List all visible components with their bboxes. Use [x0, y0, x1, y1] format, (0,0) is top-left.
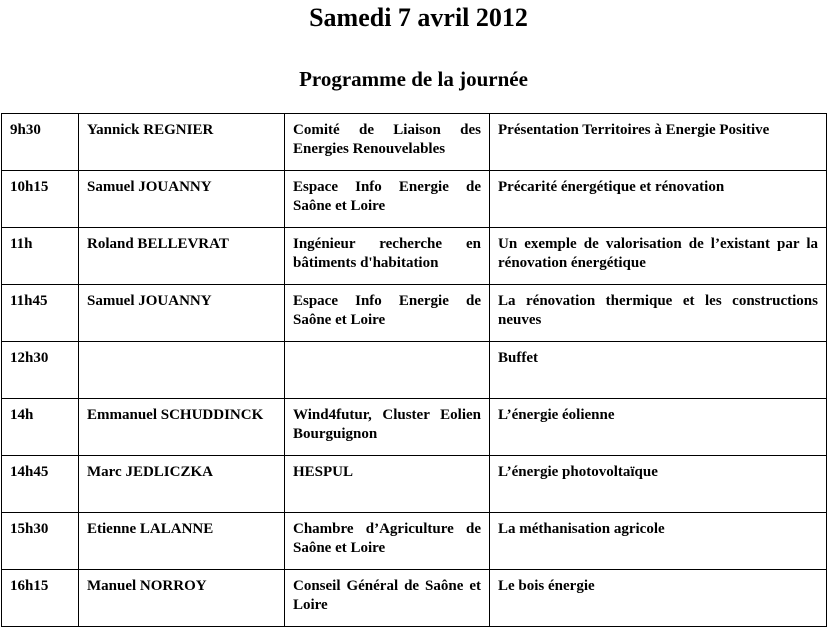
organization-cell: Espace Info Energie de Saône et Loire [285, 285, 490, 342]
time-cell: 14h45 [2, 456, 79, 513]
time-cell: 11h [2, 228, 79, 285]
organization-cell: Conseil Général de Saône et Loire [285, 570, 490, 627]
organization-cell: HESPUL [285, 456, 490, 513]
time-cell: 10h15 [2, 171, 79, 228]
time-cell: 14h [2, 399, 79, 456]
table-row [2, 342, 827, 399]
speaker-cell: Samuel JOUANNY [79, 171, 285, 228]
table-row [2, 456, 827, 513]
speaker-cell: Roland BELLEVRAT [79, 228, 285, 285]
speaker-cell: Etienne LALANNE [79, 513, 285, 570]
organization-cell: Ingénieur recherche en bâtiments d'habitation [285, 228, 490, 285]
topic-cell: L’énergie photovoltaïque [490, 456, 827, 513]
topic-cell: Présentation Territoires à Energie Positive [490, 114, 827, 171]
topic-cell: Buffet [490, 342, 827, 399]
table-row [2, 228, 827, 285]
table-row [2, 399, 827, 456]
speaker-cell: Manuel NORROY [79, 570, 285, 627]
time-cell: 12h30 [2, 342, 79, 399]
topic-cell: Le bois énergie [490, 570, 827, 627]
table-row [2, 171, 827, 228]
organization-cell: Espace Info Energie de Saône et Loire [285, 171, 490, 228]
table-row [2, 513, 827, 570]
program-table [1, 113, 827, 627]
speaker-cell: Samuel JOUANNY [79, 285, 285, 342]
organization-cell: Chambre d’Agriculture de Saône et Loire [285, 513, 490, 570]
topic-cell: La méthanisation agricole [490, 513, 827, 570]
table-row [2, 285, 827, 342]
organization-cell: Wind4futur, Cluster Eolien Bourguignon [285, 399, 490, 456]
topic-cell: L’énergie éolienne [490, 399, 827, 456]
speaker-cell: Yannick REGNIER [79, 114, 285, 171]
time-cell: 9h30 [2, 114, 79, 171]
topic-cell: Un exemple de valorisation de l’existant par la rénovation énergétique [490, 228, 827, 285]
table-row [2, 114, 827, 171]
program-subtitle: Programme de la journée [299, 67, 528, 91]
speaker-cell: Marc JEDLICZKA [79, 456, 285, 513]
time-cell: 15h30 [2, 513, 79, 570]
page-title: Samedi 7 avril 2012 [309, 3, 528, 32]
organization-cell: Comité de Liaison des Energies Renouvelables [285, 114, 490, 171]
time-cell: 16h15 [2, 570, 79, 627]
speaker-cell [79, 342, 285, 399]
organization-cell [285, 342, 490, 399]
topic-cell: La rénovation thermique et les constructions neuves [490, 285, 827, 342]
topic-cell: Précarité énergétique et rénovation [490, 171, 827, 228]
speaker-cell: Emmanuel SCHUDDINCK [79, 399, 285, 456]
table-row [2, 570, 827, 627]
time-cell: 11h45 [2, 285, 79, 342]
